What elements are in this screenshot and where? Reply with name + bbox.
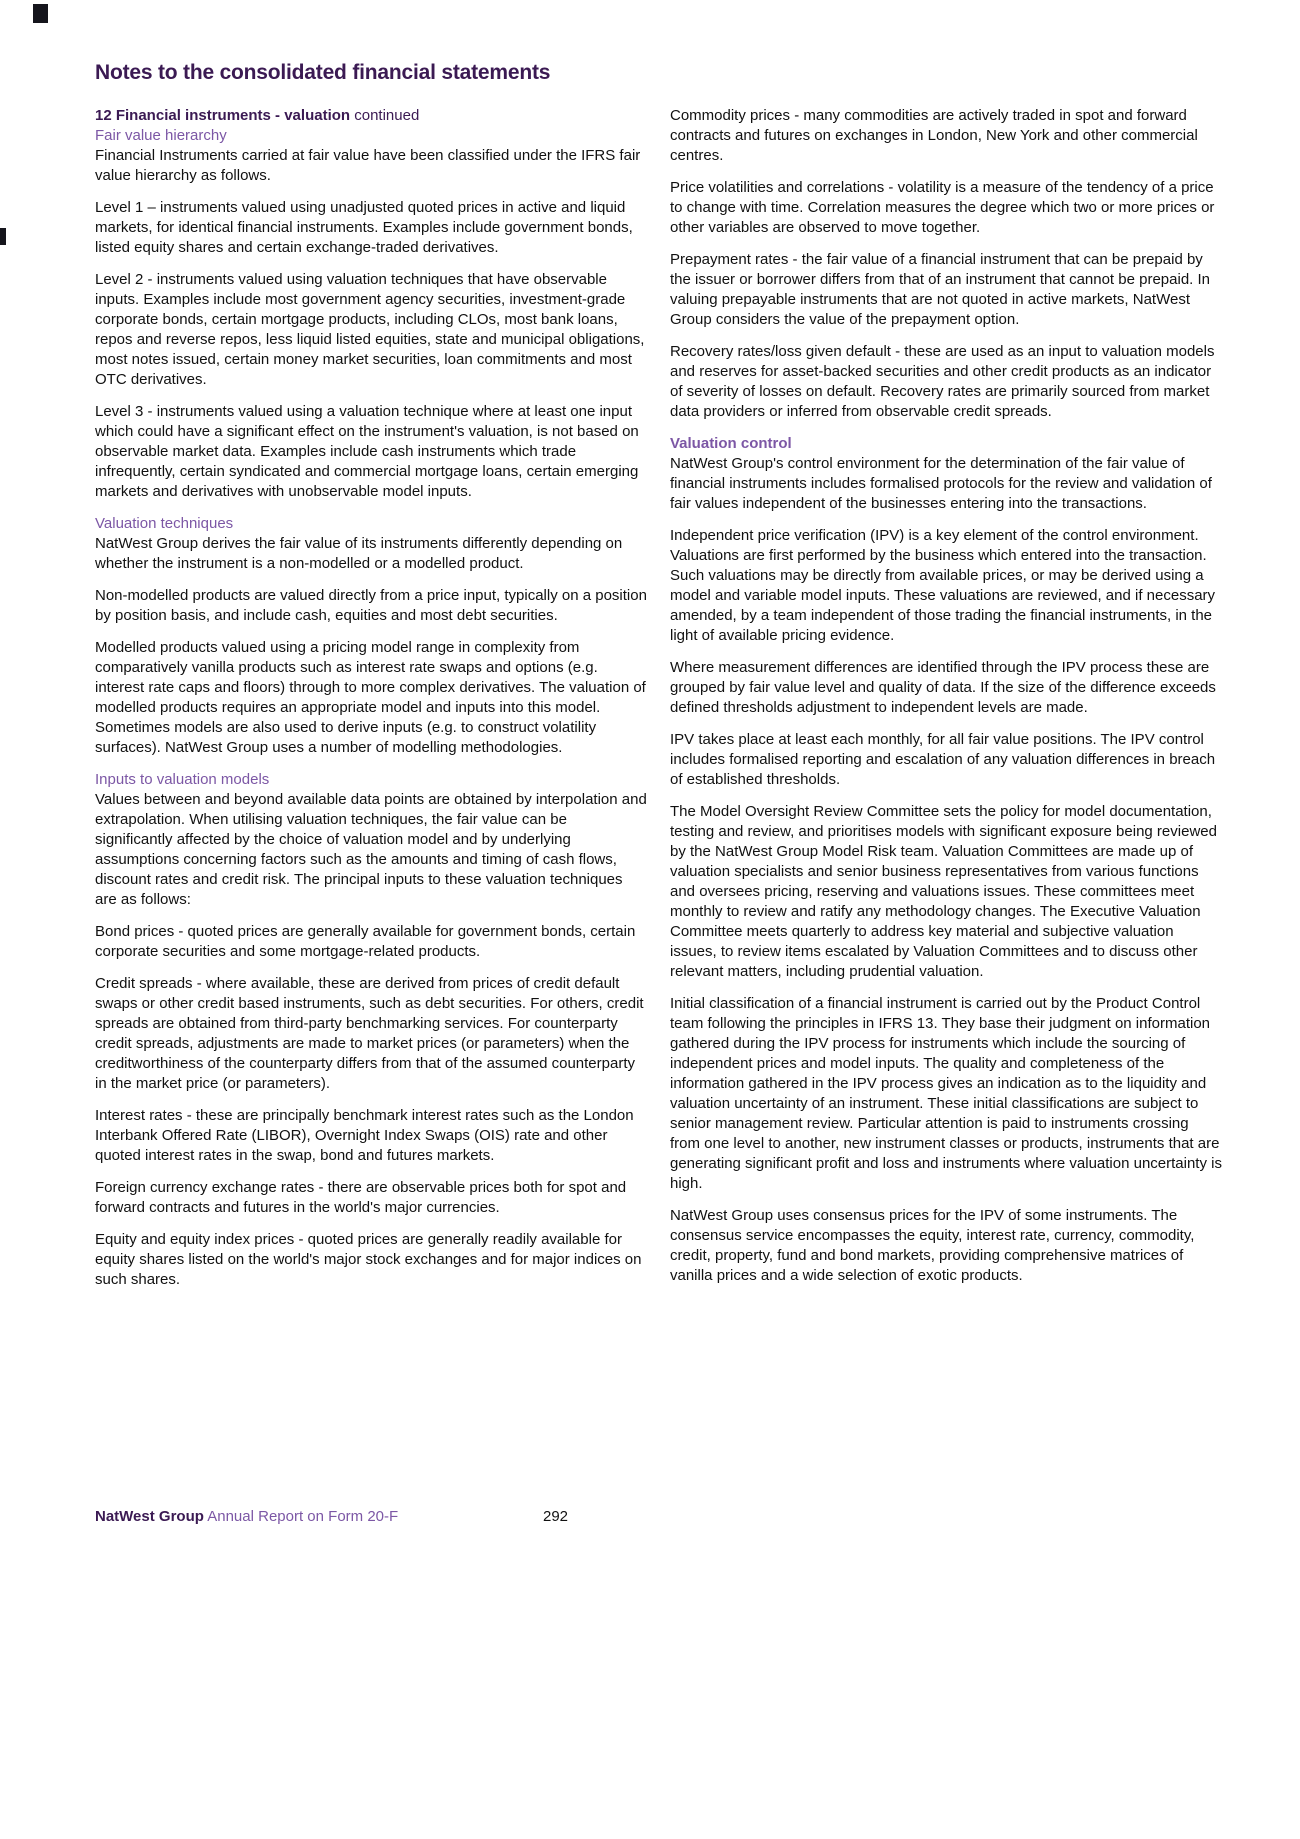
para-level-2: Level 2 - instruments valued using valuation techniques that have observable inputs. Examples include most government agency securities, investment-grade corporate bonds, certain mortgage products, including CLOs, most bank loans, repos and reverse repos, less liquid listed equities, state and municipal obligations, most notes issued, certain money market securities, loan commitments and most OTC derivatives. [95,271,645,388]
para-control-environment: NatWest Group's control environment for the determination of the fair value of financial instruments includes formalised protocols for the review and validation of fair values independent of the businesses entering into the transactions. [670,455,1212,512]
para-interest-rates: Interest rates - these are principally benchmark interest rates such as the London Interbank Offered Rate (LIBOR), Overnight Index Swaps (OIS) rate and other quoted interest rates in the swap, bond and futures markets. [95,1107,634,1164]
para-model-oversight: The Model Oversight Review Committee sets the policy for model documentation, testing and review, and prioritises models with significant exposure being reviewed by the NatWest Group Model Risk team. Valuation Committees are made up of valuation specialists and senior business representatives from various functions and oversees pricing, reserving and valuations issues. These committees meet monthly to review and ratify any methodology changes. The Executive Valuation Committee meets quarterly to address key material and subjective valuation issues, to review items escalated by Valuation Committees and to discuss other relevant matters, including prudential valuation. [670,803,1217,980]
para-initial-classification: Initial classification of a financial instrument is carried out by the Product Control team following the principles in IFRS 13. They base their judgment on information gathered during the IPV process for instruments which include the sourcing of independent prices and model inputs. The quality and completeness of the information gathered in the IPV process gives an indication as to the liquidity and valuation uncertainty of an instrument. These initial classifications are subject to senior management review. Particular attention is paid to instruments crossing from one level to another, new instrument classes or products, instruments that are generating significant profit and loss and instruments where valuation uncertainty is high. [670,995,1222,1192]
section-heading [95,106,647,126]
section-heading-title: 12 Financial instruments - valuation [95,107,351,124]
print-mark-top [33,4,48,23]
para-price-volatilities: Price volatilities and correlations - volatility is a measure of the tendency of a price to change with time. Correlation measures the degree which two or more prices or other variables are observed to move together. [670,179,1215,236]
footer-report-title: Annual Report on Form 20-F [203,1508,399,1525]
para-commodity-prices: Commodity prices - many commodities are actively traded in spot and forward contracts and futures on exchanges in London, New York and other commercial centres. [670,107,1198,164]
para-credit-spreads: Credit spreads - where available, these are derived from prices of credit default swaps or other credit based instruments, such as debt securities. For others, credit spreads are obtained from third-party benchmarking services. For counterparty credit spreads, adjustments are made to market prices (or parameters) when the creditworthiness of the counterparty differs from that of the assumed counterparty in the market price (or parameters). [95,975,644,1092]
page-footer [95,1507,1222,1527]
print-mark-left [0,228,6,245]
para-measurement-differences: Where measurement differences are identified through the IPV process these are grouped by fair value level and quality of data. If the size of the difference exceeds defined thresholds adjustment to independent levels are made. [670,659,1216,716]
subheading-valuation-techniques: Valuation techniques [95,515,234,532]
para-equity-prices: Equity and equity index prices - quoted prices are generally readily available for equity shares listed on the world's major stock exchanges and for major indices on such shares. [95,1231,642,1288]
para-modelled: Modelled products valued using a pricing model range in complexity from comparatively vanilla products such as interest rate swaps and options (e.g. interest rate caps and floors) through to more complex derivatives. The valuation of modelled products requires an appropriate model and inputs into this model. Sometimes models are also used to derive inputs (e.g. to construct volatility surfaces). NatWest Group uses a number of modelling methodologies. [95,639,646,756]
para-values-interpolation: Values between and beyond available data points are obtained by interpolation and extrapolation. When utilising valuation techniques, the fair value can be significantly affected by the choice of valuation model and by underlying assumptions concerning factors such as the amounts and timing of cash flows, discount rates and credit risk. The principal inputs to these valuation techniques are as follows: [95,791,647,908]
subheading-inputs-to-valuation-models: Inputs to valuation models [95,771,270,788]
para-fair-value-intro: Financial Instruments carried at fair value have been classified under the IFRS fair value hierarchy as follows. [95,147,641,184]
para-level-3: Level 3 - instruments valued using a valuation technique where at least one input which could have a significant effect on the instrument's valuation, is not based on observable market data. Examples include cash instruments which trade infrequently, certain syndicated and commercial mortgage loans, certain emerging markets and derivatives with unobservable model inputs. [95,403,639,500]
para-consensus-prices: NatWest Group uses consensus prices for the IPV of some instruments. The consensus service encompasses the equity, interest rate, currency, commodity, credit, property, fund and bond markets, providing comprehensive matrices of vanilla prices and a wide selection of exotic products. [670,1207,1195,1284]
para-recovery-rates: Recovery rates/loss given default - these are used as an input to valuation models and reserves for asset-backed securities and other credit products as an indicator of severity of losses on default. Recovery rates are primarily sourced from market data providers or inferred from observable credit spreads. [670,343,1215,420]
section-heading-continued: continued [350,107,420,124]
para-derives-fair-value: NatWest Group derives the fair value of its instruments differently depending on whether the instrument is a non-modelled or a modelled product. [95,535,623,572]
subheading-fair-value-hierarchy: Fair value hierarchy [95,127,227,144]
page-title: Notes to the consolidated financial statements [95,61,551,84]
para-bond-prices: Bond prices - quoted prices are generally available for government bonds, certain corporate securities and some mortgage-related products. [95,923,636,960]
para-ipv-frequency: IPV takes place at least each monthly, for all fair value positions. The IPV control includes formalised reporting and escalation of any valuation differences in breach of established thresholds. [670,731,1216,788]
subheading-valuation-control: Valuation control [670,435,792,452]
footer-brand: NatWest Group [95,1508,204,1525]
left-column [95,106,647,1302]
para-ipv: Independent price verification (IPV) is a key element of the control environment. Valuations are first performed by the business which entered into the transaction. Such valuations may be directly from available prices, or may be derived using a model and variable model inputs. These valuations are reviewed, and if necessary amended, by a team independent of those trading the financial instruments, in the light of available pricing evidence. [670,527,1216,644]
content-columns [95,106,1222,1302]
para-prepayment-rates: Prepayment rates - the fair value of a financial instrument that can be prepaid by the issuer or borrower differs from that of an instrument that cannot be prepaid. In valuing prepayable instruments that are not quoted in active markets, NatWest Group considers the value of the prepayment option. [670,251,1211,328]
page-number: 292 [543,1508,569,1525]
right-column [670,106,1222,1302]
para-level-1: Level 1 – instruments valued using unadjusted quoted prices in active and liquid markets, for identical financial instruments. Examples include government bonds, listed equity shares and certain exchange-traded derivatives. [95,199,633,256]
para-non-modelled: Non-modelled products are valued directly from a price input, typically on a position by position basis, and include cash, equities and most debt securities. [95,587,647,624]
para-fx-rates: Foreign currency exchange rates - there are observable prices both for spot and forward contracts and futures in the world's major currencies. [95,1179,627,1216]
